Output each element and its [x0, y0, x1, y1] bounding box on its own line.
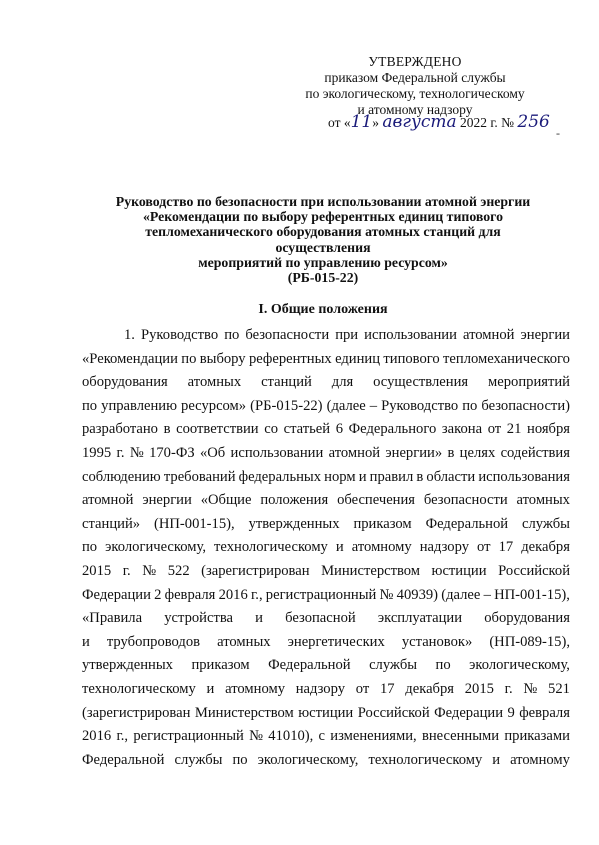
body-word: со: [264, 421, 279, 438]
body-word: «Рекомендации: [82, 350, 178, 367]
body-word: по: [82, 539, 98, 556]
body-word: 2015: [464, 681, 494, 697]
body-line: [82, 609, 570, 627]
body-word: Министерством: [194, 704, 294, 721]
body-word: службы: [369, 657, 418, 674]
body-word: Федерального: [348, 421, 437, 438]
body-word: №: [523, 681, 538, 697]
body-word: закона: [441, 421, 483, 438]
body-word: атомной: [328, 445, 381, 461]
body-line: [82, 397, 570, 415]
body-word: юстиции: [298, 704, 354, 721]
body-word: г.,: [250, 586, 263, 603]
body-word: 2015: [82, 563, 112, 579]
body-word: экологическому,: [469, 657, 570, 674]
approval-line: приказом Федеральной службы: [324, 70, 506, 85]
body-word: энергетических: [287, 633, 385, 650]
body-line: [82, 727, 570, 745]
body-word: Федеральной: [268, 657, 351, 674]
title-line: «Рекомендации по выбору референтных единиц типового: [143, 209, 503, 225]
body-word: 17: [498, 539, 514, 556]
body-word: атомному: [510, 751, 570, 768]
body-word: и: [358, 468, 367, 485]
body-word: 1.: [124, 327, 135, 343]
body-word: использовании: [230, 445, 324, 461]
body-word: технологическому: [82, 681, 196, 697]
body-word: положения: [260, 492, 329, 509]
body-word: энергии: [520, 327, 570, 343]
body-word: (РБ-015-22): [250, 397, 323, 414]
approval-heading: УТВЕРЖДЕНО: [368, 54, 462, 69]
body-word: приказом: [353, 515, 412, 532]
body-word: Руководство: [381, 397, 459, 414]
body-word: –: [483, 586, 491, 603]
body-word: Федерации: [434, 704, 503, 721]
body-word: оборудования: [82, 374, 168, 391]
body-word: от: [355, 681, 370, 697]
body-word: по: [462, 397, 478, 414]
body-word: использования: [478, 468, 570, 485]
body-word: 170-ФЗ: [149, 445, 195, 461]
body-line: [82, 373, 570, 391]
body-word: в: [163, 421, 171, 438]
body-word: внесенными: [421, 728, 500, 745]
body-word: «Правила: [82, 610, 143, 627]
body-word: технологическому: [368, 751, 483, 768]
body-word: 6: [335, 421, 344, 438]
body-word: 21: [506, 421, 522, 438]
body-word: по: [435, 657, 451, 674]
body-word: эксплуатации: [377, 610, 463, 627]
body-word: для: [331, 374, 354, 391]
body-word: г.: [116, 445, 125, 461]
body-word: 2: [154, 586, 162, 603]
body-line: [82, 751, 570, 769]
approval-block: [300, 54, 530, 118]
body-word: (НП-089-15),: [489, 633, 570, 650]
body-word: 522: [167, 563, 190, 579]
body-word: области: [426, 468, 476, 485]
body-line: [82, 633, 570, 651]
body-word: с: [318, 728, 326, 745]
body-word: технологическому: [214, 539, 328, 556]
body-line: [82, 444, 570, 462]
body-word: атомных: [187, 374, 242, 391]
body-word: осуществления: [373, 374, 469, 391]
date-prefix: от «: [328, 115, 351, 130]
body-word: экологическому,: [105, 539, 206, 556]
body-word: №: [379, 586, 394, 603]
body-word: декабря: [521, 539, 570, 556]
title-line: Руководство по безопасности при использовании атомной энергии: [115, 194, 531, 209]
body-word: по: [224, 327, 240, 343]
body-line: [82, 656, 570, 674]
date-year: 2022 г. №: [456, 115, 518, 130]
body-word: 2016: [82, 728, 112, 745]
section-heading: I. Общие положения: [258, 302, 388, 317]
body-word: от: [477, 539, 491, 556]
body-word: станций: [261, 374, 312, 391]
body-word: 2016: [218, 586, 248, 603]
body-word: Руководство: [141, 327, 219, 343]
body-word: атомной: [82, 492, 134, 509]
body-word: использовании: [364, 327, 457, 343]
date-mid: »: [372, 115, 383, 130]
dash-mark: -: [556, 126, 560, 140]
body-word: утвержденных: [82, 657, 173, 674]
title-line: тепломеханического оборудования атомных станций для осуществления: [145, 224, 501, 255]
body-word: службы: [174, 751, 223, 768]
body-word: №: [129, 445, 144, 461]
body-word: регистрационный: [265, 586, 377, 603]
body-word: и: [82, 633, 90, 650]
body-word: службы: [521, 515, 570, 532]
body-line: [82, 538, 570, 556]
body-word: 9: [507, 704, 515, 721]
body-word: надзору: [419, 539, 469, 556]
body-word: г.: [122, 563, 131, 579]
body-word: регистрационный: [133, 728, 244, 745]
date-month: августа: [382, 112, 457, 132]
body-word: НП-001-15),: [494, 586, 570, 603]
body-word: «Общие: [200, 492, 252, 509]
body-word: правил: [369, 468, 414, 485]
body-word: трубопроводов: [106, 633, 201, 650]
body-word: энергии»: [385, 445, 443, 461]
body-line: [82, 515, 570, 533]
body-word: энергии: [142, 492, 192, 509]
body-line: [82, 562, 570, 580]
body-word: атомному: [225, 681, 285, 697]
body-word: типового: [383, 350, 440, 367]
body-word: декабря: [405, 681, 454, 697]
body-word: и: [335, 539, 344, 556]
body-word: Федерации: [82, 586, 151, 603]
body-word: 1995: [82, 445, 112, 461]
body-line: [82, 491, 570, 509]
body-word: безопасности: [245, 327, 330, 343]
body-word: соответствии: [176, 421, 259, 438]
title-line: (РБ-015-22): [287, 270, 359, 286]
body-word: (зарегистрирован: [82, 704, 191, 721]
body-word: изменениями,: [330, 728, 417, 745]
body-word: соблюдению: [82, 468, 161, 485]
body-word: 40939): [396, 586, 439, 603]
body-word: экологическому,: [257, 751, 359, 768]
body-word: в: [416, 468, 424, 485]
body-word: по: [82, 397, 98, 414]
body-word: надзору: [295, 681, 346, 697]
body-line: [82, 468, 570, 486]
body-word: №: [142, 563, 157, 579]
body-word: и: [206, 681, 215, 697]
body-word: тепломеханического: [443, 350, 570, 367]
body-word: единиц: [335, 350, 381, 367]
body-line: [82, 350, 570, 368]
body-word: по: [181, 350, 197, 367]
body-word: Российской: [498, 563, 570, 579]
body-line: [82, 420, 570, 438]
body-word: февраля: [519, 704, 570, 721]
body-word: и: [255, 610, 263, 627]
body-word: приказами: [504, 728, 570, 745]
body-word: Министерством: [321, 563, 421, 579]
body-word: от: [487, 421, 502, 438]
body-word: февраля: [164, 586, 216, 603]
body-word: оборудования: [484, 610, 570, 627]
body-word: 41010),: [268, 728, 314, 745]
order-number: 256: [517, 112, 550, 132]
body-word: разработано: [82, 421, 158, 438]
body-word: по: [232, 751, 248, 768]
body-word: 17: [379, 681, 395, 697]
body-word: в: [447, 445, 455, 461]
body-word: (зарегистрирован: [201, 563, 310, 579]
document-title: [98, 194, 548, 285]
body-word: референтных: [248, 350, 332, 367]
body-word: и: [492, 751, 501, 768]
body-word: безопасной: [285, 610, 356, 627]
body-word: атомных: [516, 492, 570, 509]
body-word: атомному: [351, 539, 412, 556]
body-word: (далее: [326, 397, 366, 414]
body-word: безопасности): [481, 397, 570, 414]
body-line: [82, 586, 570, 604]
body-word: Российской: [357, 704, 430, 721]
body-word: «Об: [199, 445, 226, 461]
body-word: юстиции: [431, 563, 487, 579]
body-word: мероприятий: [488, 374, 570, 391]
body-word: установок»: [401, 633, 473, 650]
body-word: выбору: [199, 350, 246, 367]
body-word: Федеральной: [425, 515, 509, 532]
body-word: норм: [324, 468, 356, 485]
body-word: целях: [459, 445, 496, 461]
body-line: [82, 680, 570, 698]
body-line: [82, 704, 570, 722]
body-word: федеральных: [238, 468, 322, 485]
body-word: требований: [163, 468, 236, 485]
body-word: –: [369, 397, 378, 414]
body-word: ресурсом»: [181, 397, 247, 414]
body-word: ноября: [527, 421, 570, 438]
body-word: статьей: [283, 421, 331, 438]
body-word: атомной: [462, 327, 515, 343]
approval-line: по экологическому, технологическому: [305, 86, 525, 101]
approval-date-line: [328, 114, 568, 136]
body-word: содействия: [500, 445, 570, 461]
body-word: приказом: [191, 657, 250, 674]
title-line: мероприятий по управлению ресурсом»: [198, 254, 448, 270]
body-word: атомных: [217, 633, 271, 650]
body-word: (НП-001-15),: [153, 515, 235, 532]
body-word: №: [249, 728, 264, 745]
body-word: г.,: [116, 728, 129, 745]
body-word: 521: [548, 681, 570, 697]
body-word: г.: [504, 681, 513, 697]
body-word: управлению: [101, 397, 178, 414]
body-word: устройства: [164, 610, 233, 627]
date-day: 11: [350, 112, 373, 132]
approval-line: и атомному надзору: [357, 102, 473, 117]
body-word: при: [335, 327, 359, 343]
body-line: [124, 326, 570, 344]
body-word: Федеральной: [82, 751, 165, 768]
body-word: (далее: [441, 586, 481, 603]
body-word: утвержденных: [248, 515, 340, 532]
body-word: безопасности: [423, 492, 508, 509]
body-word: обеспечения: [337, 492, 415, 509]
body-word: станций»: [82, 515, 141, 532]
